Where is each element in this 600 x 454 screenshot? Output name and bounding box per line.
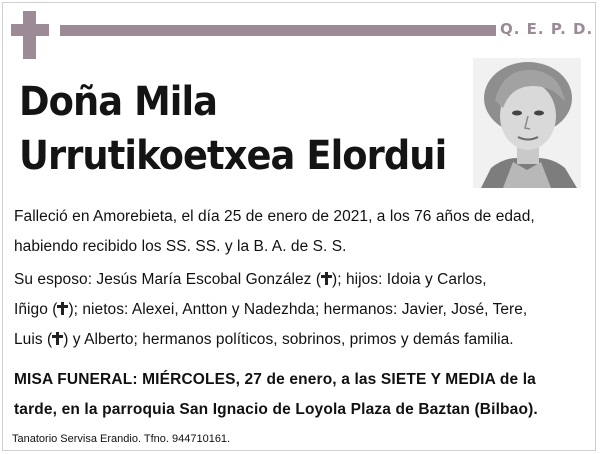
family-list — [14, 265, 589, 355]
family-line2b: ); nietos: Alexei, Antton y Nadezhda; hermanos: Javier, José, Tere, — [68, 301, 528, 318]
family-line3a: Luis ( — [14, 331, 53, 348]
family-line1b: ); hijos: Idoia y Carlos, — [332, 271, 487, 288]
family-line3 — [14, 325, 589, 355]
family-line1 — [14, 265, 589, 295]
death-announcement — [14, 202, 589, 262]
death-line2: habiendo recibido los SS. SS. y la B. A. de S. S. — [14, 238, 347, 255]
funeral-mass-info — [14, 365, 589, 425]
funeral-home-contact: Tanatorio Servisa Erandio. Tfno. 944710161. — [12, 433, 231, 445]
family-line1a: Su esposo: Jesús María Escobal González ( — [14, 271, 322, 288]
funeral-line1: MISA FUNERAL: MIÉRCOLES, 27 de enero, a las SIETE Y MEDIA de la — [14, 371, 536, 388]
cross-icon — [321, 272, 332, 285]
cross-icon — [52, 332, 63, 345]
deceased-name-line1: Doña Mila — [19, 79, 218, 125]
deceased-name-line2: Urrutikoetxea Elordui — [19, 133, 447, 179]
header-bar — [60, 25, 496, 36]
portrait-photo — [473, 58, 581, 188]
family-line3b: ) y Alberto; hermanos políticos, sobrinos, primos y demás familia. — [63, 331, 514, 348]
family-line2a: Iñigo ( — [14, 301, 58, 318]
death-line1: Falleció en Amorebieta, el día 25 de enero de 2021, a los 76 años de edad, — [14, 208, 535, 225]
cross-icon — [57, 302, 68, 315]
qepd-label: Q. E. P. D. — [500, 20, 594, 38]
funeral-line2: tarde, en la parroquia San Ignacio de Loyola Plaza de Baztan (Bilbao). — [14, 401, 538, 418]
family-line2 — [14, 295, 589, 325]
